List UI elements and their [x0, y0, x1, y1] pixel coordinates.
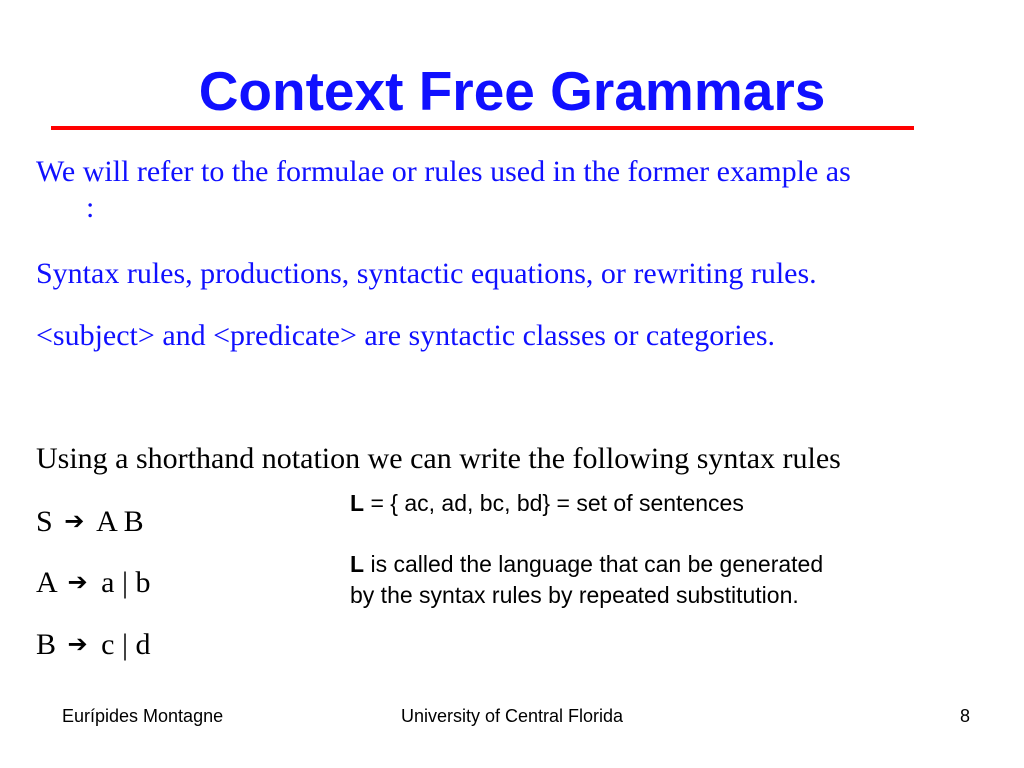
language-definition-line-2: by the syntax rules by repeated substitution. — [350, 582, 799, 608]
rule-rhs: c | d — [101, 628, 151, 661]
sentence-set-note — [350, 488, 950, 519]
language-symbol: L — [350, 551, 365, 577]
right-arrow-icon: ➔ — [67, 568, 88, 596]
rule-lhs: B — [36, 628, 57, 661]
production-rule — [36, 564, 336, 601]
footer-author: Eurípides Montagne — [62, 706, 224, 726]
intro-paragraph — [36, 154, 986, 226]
slide-title: Context Free Grammars — [198, 60, 826, 122]
intro-line-1: We will refer to the formulae or rules used in the former example as — [36, 155, 851, 188]
shorthand-paragraph: Using a shorthand notation we can write the following syntax rules — [36, 442, 841, 475]
syntactic-classes-paragraph: <subject> and <predicate> are syntactic classes or categories. — [36, 319, 776, 352]
language-definition-note — [350, 549, 970, 611]
rule-lhs: A — [36, 566, 57, 599]
rule-lhs: S — [36, 505, 53, 538]
footer-institution: University of Central Florida — [400, 706, 624, 726]
rule-rhs: a | b — [101, 566, 151, 599]
sentence-set-text: = { ac, ad, bc, bd} = set of sentences — [364, 490, 744, 516]
intro-line-2: : — [86, 191, 95, 224]
production-rule — [36, 503, 336, 540]
title-underline — [51, 126, 914, 130]
syntax-rules-paragraph: Syntax rules, productions, syntactic equations, or rewriting rules. — [36, 257, 817, 290]
right-arrow-icon: ➔ — [67, 630, 88, 658]
right-arrow-icon: ➔ — [64, 507, 85, 535]
production-rule — [36, 626, 336, 663]
rule-rhs: A B — [96, 505, 144, 538]
language-definition-line-1: is called the language that can be generated — [364, 551, 824, 577]
page-number: 8 — [959, 706, 970, 726]
language-symbol: L — [350, 490, 365, 516]
